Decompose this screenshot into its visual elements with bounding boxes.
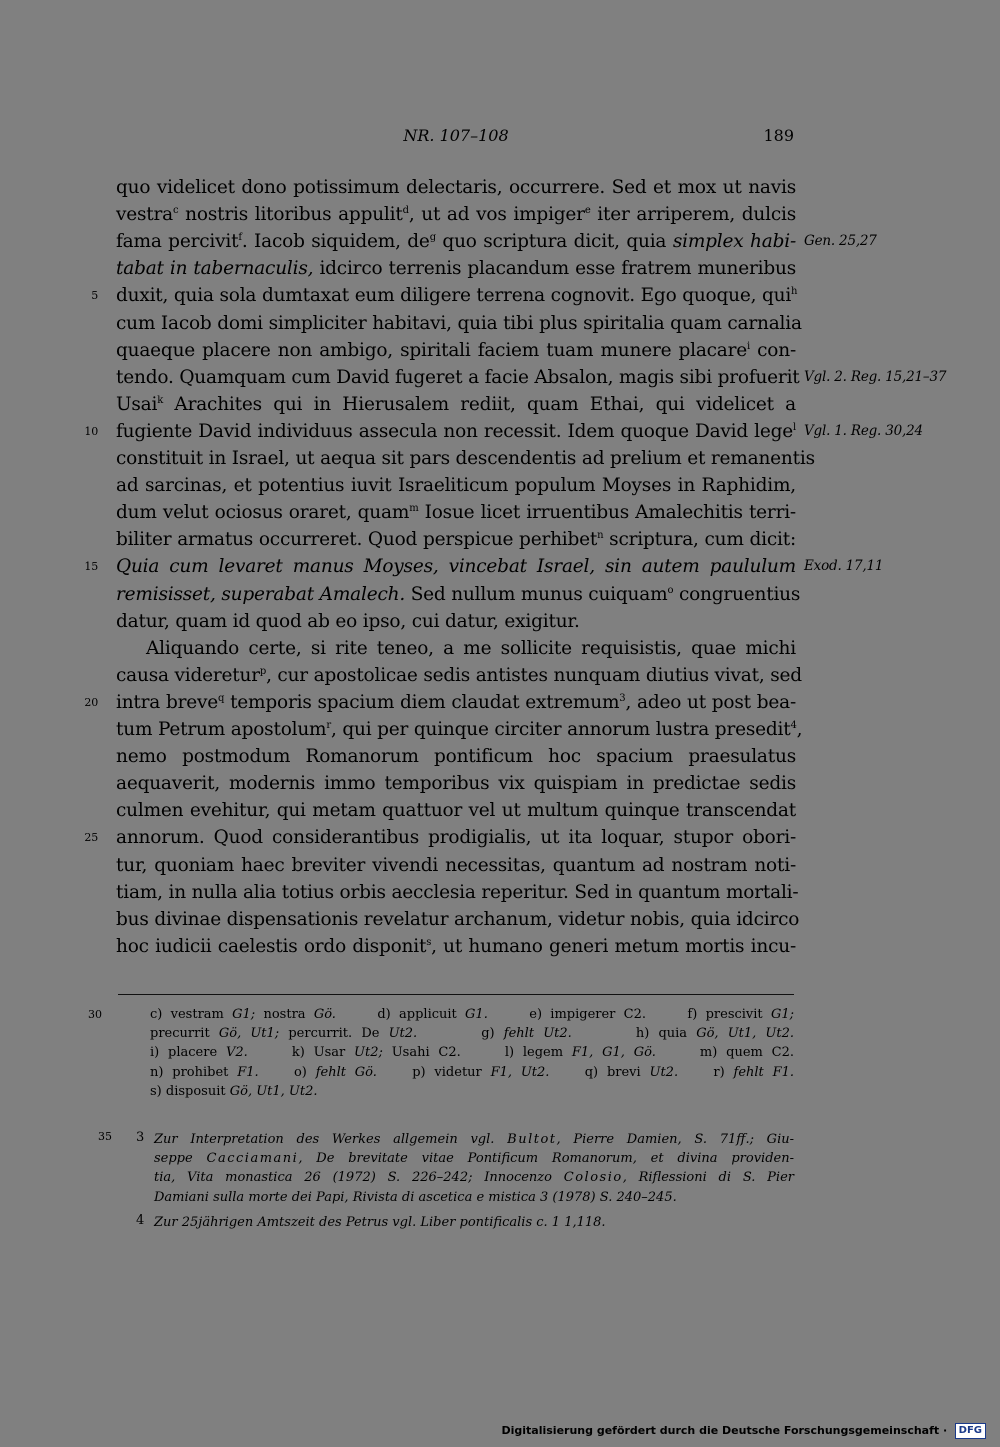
text-line bbox=[116, 879, 799, 906]
text-line-content: hoc iudicii caelestis ordo disponit$^s$, ut humano generi metum mortis incu- bbox=[116, 935, 797, 957]
credit-text: Digitalisierung gefördert durch die Deutsche Forschungsgemeinschaft · bbox=[501, 1424, 948, 1437]
line-number: 20 bbox=[84, 695, 98, 709]
text-line bbox=[146, 635, 796, 662]
footnote-text: seppe Cacciamani, De brevitate vitae Pontificum Romanorum, et divina providen- bbox=[154, 1151, 794, 1167]
margin-reference: Gen. 25,27 bbox=[804, 233, 877, 250]
text-line bbox=[84, 824, 796, 851]
text-line bbox=[116, 391, 796, 418]
text-line-content: tum Petrum apostolum$^r$, qui per quinque circiter annorum lustra presedit$^4$, bbox=[116, 719, 803, 740]
running-head-title: NR. 107–108 bbox=[403, 126, 509, 145]
apparatus-line bbox=[150, 1024, 794, 1043]
text-line bbox=[116, 743, 796, 770]
text-line bbox=[116, 364, 947, 391]
text-line-content: quaeque placere non ambigo, spiritali faciem tuam munere placare$^i$ con- bbox=[116, 339, 796, 361]
text-line-content: tendo. Quamquam cum David fugeret a facie Absalon, magis sibi profuerit bbox=[116, 366, 800, 388]
text-line-content: vestra$^c$ nostris litoribus appulit$^d$, ut ad vos impiger$^e$ iter arriperem, dulcis bbox=[116, 204, 796, 226]
text-line bbox=[116, 472, 796, 499]
text-line bbox=[116, 608, 796, 635]
apparatus-text: n) prohibet F1. o) fehlt Gö. p) videtur F1, Ut2. q) brevi Ut2. r) fehlt F1. bbox=[150, 1064, 795, 1080]
text-line-content: Usai$^k$ Arachites qui in Hierusalem rediit, quam Ethai, qui videlicet a bbox=[116, 393, 796, 415]
text-line-content: nemo postmodum Romanorum pontificum hoc spacium praesulatus bbox=[116, 746, 796, 768]
text-line bbox=[116, 581, 801, 608]
dfg-logo: DFG bbox=[955, 1423, 986, 1439]
text-line bbox=[116, 310, 802, 337]
margin-reference: Vgl. 2. Reg. 15,21–37 bbox=[804, 368, 947, 385]
line-number: 30 bbox=[88, 1008, 102, 1021]
text-line-content: fugiente David individuus assecula non recessit. Idem quoque David lege$^l$ bbox=[116, 420, 796, 442]
text-line bbox=[116, 906, 800, 933]
text-line bbox=[116, 526, 796, 553]
apparatus-text: s) disposuit Gö, Ut1, Ut2. bbox=[150, 1083, 318, 1099]
footnote-text: tia, Vita monastica 26 (1972) S. 226–242; Innocenzo Colosio, Riflessioni di S. Pier bbox=[154, 1170, 794, 1186]
text-line-content: cum Iacob domi simpliciter habitavi, quia tibi plus spiritalia quam carnalia bbox=[116, 312, 802, 334]
apparatus-text: c) vestram G1; nostra Gö. d) applicuit G1. e) impigerer C2. f) prescivit G1; bbox=[150, 1007, 794, 1022]
text-line bbox=[116, 499, 796, 526]
text-line-content: duxit, quia sola dumtaxat eum diligere terrena cognovit. Ego quoque, qui$^h$ bbox=[116, 285, 798, 307]
margin-reference: Exod. 17,11 bbox=[804, 558, 884, 575]
text-line bbox=[91, 282, 798, 309]
text-line-content: bus divinae dispensationis revelatur archanum, videtur nobis, quia idcirco bbox=[116, 908, 800, 930]
text-line-content: fama percivit$^f$. Iacob siquidem, $de^g$ quo scriptura dicit, quia simplex habi- bbox=[116, 231, 796, 253]
footnote-text: Zur Interpretation des Werkes allgemein vgl. Bultot, Pierre Damien, S. 71ff.; Giu- bbox=[154, 1132, 794, 1147]
text-line-content: tur, quoniam haec breviter vivendi necessitas, quantum ad nostram noti- bbox=[116, 854, 796, 876]
text-line bbox=[116, 797, 796, 824]
text-line-content: annorum. Quod considerantibus prodigialis, ut ita loquar, stupor obori- bbox=[116, 827, 796, 849]
line-number: 10 bbox=[84, 424, 98, 438]
text-line-content: datur, quam id quod ab eo ipso, cui datur, exigitur. bbox=[116, 610, 580, 632]
line-number: 15 bbox=[84, 560, 98, 574]
text-line bbox=[116, 337, 796, 364]
line-number: 5 bbox=[91, 289, 98, 303]
text-line-content: causa videretur$^p$, cur apostolicae sedis antistes nunquam diutius vivat, sed bbox=[116, 664, 802, 686]
text-line-content: ad sarcinas, et potentius iuvit Israeliticum populum Moyses in Raphidim, bbox=[116, 475, 796, 497]
text-line bbox=[116, 662, 802, 689]
apparatus-line bbox=[88, 1005, 794, 1024]
text-line-content: aequaverit, modernis immo temporibus vix quispiam in predictae sedis bbox=[116, 773, 796, 795]
text-line-content: culmen evehitur, qui metam quattuor vel ut multum quinque transcendat bbox=[116, 800, 796, 822]
line-number: 35 bbox=[98, 1130, 112, 1143]
apparatus-text: precurrit Gö, Ut1; percurrit. De Ut2. g) fehlt Ut2. h) quia Gö, Ut1, Ut2. bbox=[150, 1026, 795, 1042]
footnote-number: 4 bbox=[136, 1212, 145, 1228]
digitization-credit bbox=[501, 1421, 986, 1441]
apparatus-line bbox=[150, 1063, 794, 1082]
text-line bbox=[116, 255, 796, 282]
text-line-content: remisisset, superabat Amalech. Sed nullum munus cuiquam$^o$ congruentius bbox=[116, 583, 801, 605]
footnote-text: Damiani sulla morte dei Papi, Rivista di ascetica e mistica 3 (1978) S. 240–245. bbox=[154, 1189, 677, 1205]
footnote-number: 3 bbox=[136, 1130, 145, 1145]
apparatus-text: i) placere V2. k) Usar Ut2; Usahi C2. l) legem F1, G1, Gö. m) quem C2. bbox=[150, 1045, 795, 1061]
text-line-content: dum velut ociosus oraret, quam$^m$ Iosue licet irruentibus Amalechitis terri- bbox=[116, 502, 796, 524]
text-line-content: Quia cum levaret manus Moyses, vincebat Israel, sin autem paululum bbox=[116, 556, 796, 578]
text-line bbox=[116, 201, 796, 228]
footnote-separator bbox=[118, 994, 794, 995]
text-line bbox=[116, 716, 803, 743]
text-line-content: biliter armatus occurreret. Quod perspicue perhibet$^n$ scriptura, cum dicit: bbox=[116, 529, 797, 551]
text-line bbox=[84, 553, 884, 580]
page-number: 189 bbox=[763, 126, 794, 145]
text-line bbox=[116, 933, 796, 960]
text-line-content: tiam, in nulla alia totius orbis aecclesia reperitur. Sed in quantum mortali- bbox=[116, 881, 799, 903]
margin-reference: Vgl. 1. Reg. 30,24 bbox=[804, 422, 923, 439]
text-line-content: intra breve$^q$ temporis spacium diem claudat extremum$^3$, adeo ut post bea- bbox=[116, 691, 797, 713]
text-line bbox=[116, 852, 796, 879]
apparatus-line bbox=[150, 1043, 794, 1062]
text-line bbox=[116, 174, 796, 201]
running-head bbox=[118, 126, 794, 150]
apparatus-line bbox=[150, 1082, 794, 1101]
text-line-content: constituit in Israel, ut aequa sit pars descendentis ad prelium et remanentis bbox=[116, 448, 815, 469]
text-line-content: Aliquando certe, si rite teneo, a me sollicite requisistis, quae michi bbox=[146, 637, 796, 659]
text-line bbox=[84, 418, 923, 445]
text-line-content: quo videlicet dono potissimum delectaris, occurrere. Sed et mox ut navis bbox=[116, 177, 796, 198]
text-line bbox=[84, 689, 797, 716]
footnote-text: Zur 25jährigen Amtszeit des Petrus vgl. Liber pontificalis c. 1 1,118. bbox=[154, 1214, 606, 1230]
text-line-content: tabat in tabernaculis, idcirco terrenis placandum esse fratrem muneribus bbox=[116, 258, 796, 280]
line-number: 25 bbox=[84, 831, 98, 845]
text-line bbox=[116, 228, 877, 255]
text-line bbox=[116, 770, 796, 797]
text-line bbox=[116, 445, 815, 472]
